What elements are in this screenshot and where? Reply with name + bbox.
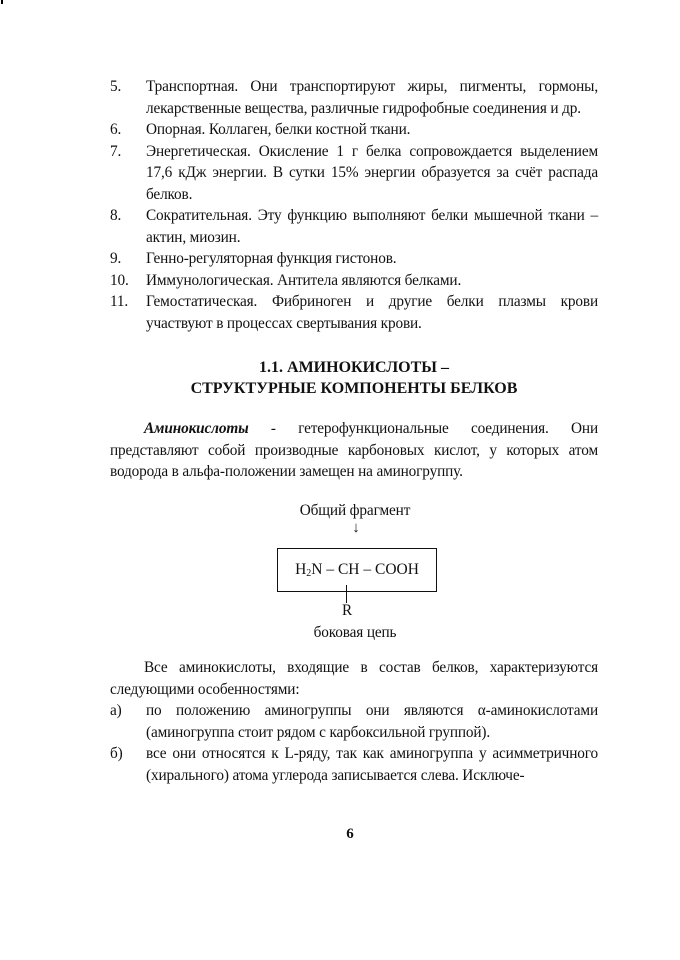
section-heading-line-2: СТРУКТУРНЫЕ КОМПОНЕНТЫ БЕЛКОВ [190,380,518,397]
list-item [110,141,598,206]
section-heading [110,357,598,399]
list-number: 5. [110,78,122,95]
definition-term: Аминокислоты [144,420,249,437]
list-text: Опорная. Коллаген, белки костной ткани. [146,121,411,138]
list-item [110,743,598,786]
definition-text: - гетерофункциональные соединения. Они представляют собой производные карбоновых кислот, у которых атом водорода в альфа-положении замещен на аминогруппу. [110,420,598,480]
list-text: Иммунологическая. Антитела являются белками. [146,271,462,289]
features-list [110,700,598,786]
definition-paragraph [110,418,598,483]
list-text: Энергетическая. Окисление 1 г белка сопровождается выделением 17,6 кДж энергии. В сутки 15% энергии образуется за счёт распада белков. [146,142,598,203]
list-item [110,291,598,334]
protein-functions-list [110,76,598,334]
formula-subscript: 2 [306,568,312,579]
section-heading-line-1: 1.1. АМИНОКИСЛОТЫ – [259,359,449,376]
list-text: Транспортная. Они транспортируют жиры, пигменты, гормоны, лекарственные вещества, различные гидрофобные соединения и др. [146,78,598,117]
list-item [110,700,598,743]
formula-rest: N – CH – COOH [311,561,419,578]
list-number: 7. [110,142,122,160]
list-text: все они относятся к L-ряду, так как аминогруппа у асимметричного (хирального) атома углерода записывается слева. Исключе- [146,745,598,784]
list-item [110,119,598,141]
list-marker: а) [110,702,122,719]
list-number: 11. [110,293,129,310]
arrow-down-icon: ↓ [352,520,360,536]
scan-mark [1,0,3,4]
radical-label: R [341,602,353,619]
list-item [110,270,598,292]
amino-acid-formula [277,548,437,592]
list-text: Сократительная. Эту функцию выполняют белки мышечной ткани – актин, миозин. [146,207,598,246]
list-number: 8. [110,207,122,224]
common-fragment-label: Общий фрагмент [299,502,411,519]
formula-h: H [295,561,307,578]
page-number: 6 [346,826,354,842]
list-item [110,205,598,248]
list-text: по положению аминогруппы они являются α-аминокислотами (аминогруппа стоит рядом с карбоксильной группой). [146,702,598,741]
list-item [110,248,598,270]
list-text: Гемостатическая. Фибриноген и другие белки плазмы крови участвуют в процессах свертывания крови. [146,293,598,332]
list-item [110,76,598,119]
list-text: Генно-регуляторная функция гистонов. [146,250,397,267]
list-marker: б) [110,745,123,762]
list-number: 6. [110,121,122,138]
features-intro-paragraph: Все аминокислоты, входящие в состав белков, характеризуются следующими особенностями: [110,659,598,698]
list-number: 9. [110,250,122,267]
list-number: 10. [110,271,129,289]
side-chain-label: боковая цепь [313,624,397,641]
